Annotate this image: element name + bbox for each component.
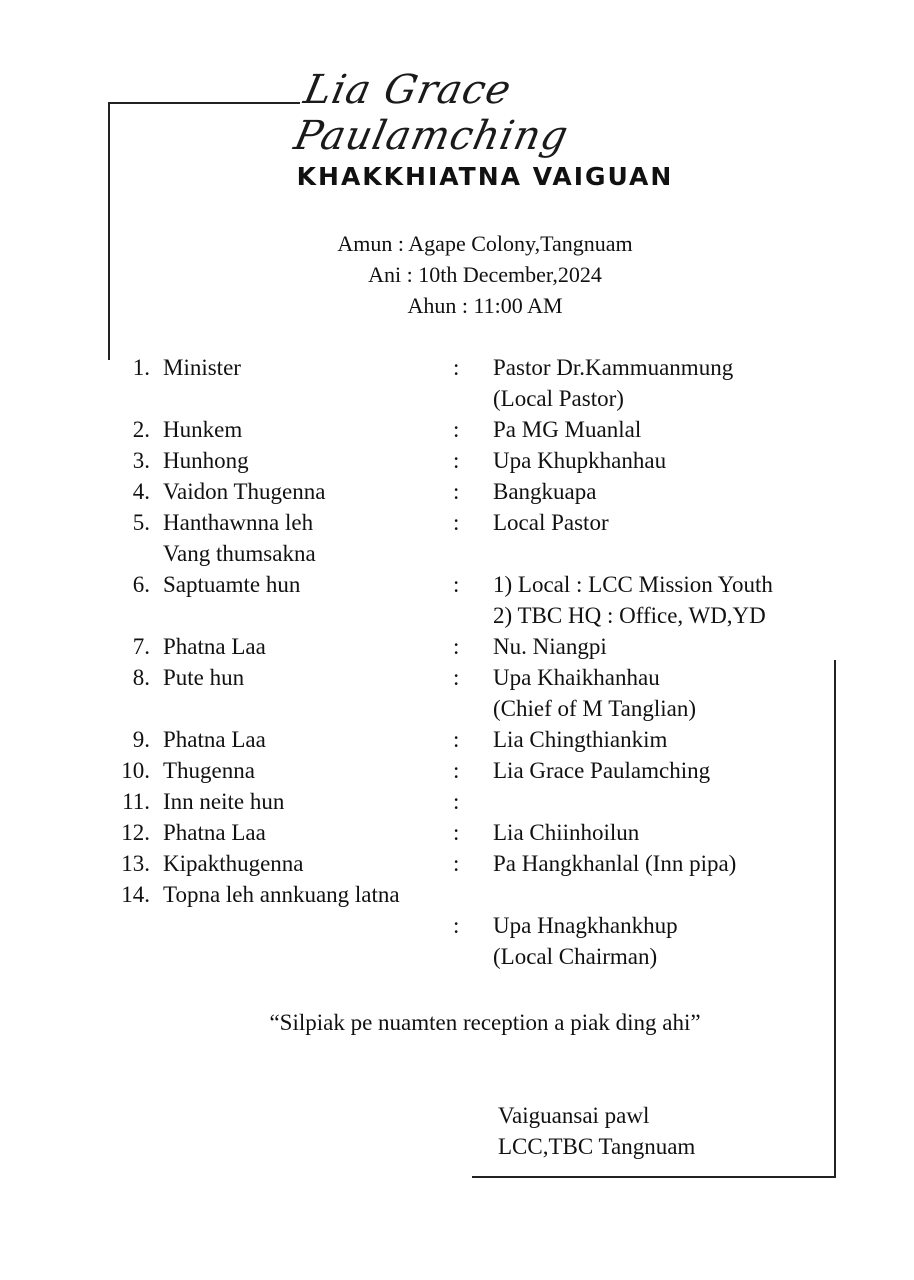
sign-line-2: LCC,TBC Tangnuam bbox=[498, 1134, 696, 1159]
item-label bbox=[163, 693, 453, 724]
item-number: 12. bbox=[121, 820, 150, 845]
colon-separator: : bbox=[453, 572, 460, 597]
program-row bbox=[100, 693, 880, 724]
sign-line-1: Vaiguansai pawl bbox=[498, 1103, 650, 1128]
program-row bbox=[100, 476, 880, 507]
item-value: (Local Chairman) bbox=[493, 944, 658, 969]
program-row bbox=[100, 600, 880, 631]
item-value: 2) TBC HQ : Office, WD,YD bbox=[493, 603, 766, 628]
item-number: 8. bbox=[132, 665, 150, 690]
item-value: Upa Hnagkhankhup bbox=[493, 913, 678, 938]
item-label: Vaidon Thugenna bbox=[163, 479, 326, 504]
colon-separator: : bbox=[453, 913, 460, 938]
venue: Amun : Agape Colony,Tangnuam bbox=[337, 231, 633, 256]
item-value: Bangkuapa bbox=[493, 479, 597, 504]
colon-separator: : bbox=[453, 355, 460, 380]
program-row bbox=[100, 569, 880, 600]
item-number bbox=[100, 910, 163, 941]
program-row bbox=[100, 755, 880, 786]
item-value bbox=[493, 538, 880, 569]
frame-line-top bbox=[108, 102, 300, 104]
item-value: Pastor Dr.Kammuanmung bbox=[493, 355, 734, 380]
colon-separator: : bbox=[453, 665, 460, 690]
program-row bbox=[100, 817, 880, 848]
item-number: 3. bbox=[132, 448, 150, 473]
colon-separator: : bbox=[453, 510, 460, 535]
colon-separator: : bbox=[453, 789, 460, 814]
program-row bbox=[100, 879, 880, 910]
program-row bbox=[100, 662, 880, 693]
item-number: 1. bbox=[132, 355, 150, 380]
colon-separator bbox=[453, 693, 493, 724]
item-number bbox=[100, 693, 163, 724]
item-value: Pa Hangkhanlal (Inn pipa) bbox=[493, 851, 737, 876]
colon-separator: : bbox=[453, 448, 460, 473]
item-value: 1) Local : LCC Mission Youth bbox=[493, 572, 773, 597]
item-value: Local Pastor bbox=[493, 510, 609, 535]
program-row bbox=[100, 724, 880, 755]
item-label: Minister bbox=[163, 355, 241, 380]
item-value: Lia Chingthiankim bbox=[493, 727, 668, 752]
item-label: Phatna Laa bbox=[163, 634, 266, 659]
item-number: 2. bbox=[132, 417, 150, 442]
program-row bbox=[100, 383, 880, 414]
event-details bbox=[0, 228, 914, 321]
item-number: 13. bbox=[121, 851, 150, 876]
item-label: Hunhong bbox=[163, 448, 249, 473]
program-row bbox=[100, 352, 880, 383]
item-number bbox=[100, 538, 163, 569]
sign-off bbox=[498, 1100, 695, 1162]
item-number: 11. bbox=[122, 789, 150, 814]
item-number: 5. bbox=[132, 510, 150, 535]
item-number bbox=[100, 600, 163, 631]
item-number: 6. bbox=[132, 572, 150, 597]
colon-separator bbox=[453, 383, 493, 414]
item-label bbox=[163, 910, 453, 941]
item-label: Topna leh annkuang latna bbox=[163, 882, 400, 907]
page-title: KHAKKHIATNA VAIGUAN bbox=[296, 162, 674, 191]
signature: Lia Grace Paulamching bbox=[290, 67, 573, 159]
item-label bbox=[163, 941, 453, 972]
item-value: Upa Khupkhanhau bbox=[493, 448, 667, 473]
program-list bbox=[100, 352, 880, 972]
colon-separator bbox=[453, 600, 493, 631]
program-row bbox=[100, 631, 880, 662]
item-number: 4. bbox=[132, 479, 150, 504]
item-label: Phatna Laa bbox=[163, 727, 266, 752]
item-label: Hanthawnna leh bbox=[163, 510, 314, 535]
item-value: Lia Grace Paulamching bbox=[493, 758, 711, 783]
colon-separator bbox=[453, 941, 493, 972]
item-value bbox=[493, 786, 880, 817]
item-label bbox=[163, 600, 453, 631]
colon-separator: : bbox=[453, 417, 460, 442]
program-row bbox=[100, 910, 880, 941]
program-row bbox=[100, 507, 880, 538]
item-number: 9. bbox=[132, 727, 150, 752]
item-label: Kipakthugenna bbox=[163, 851, 304, 876]
item-value: (Chief of M Tanglian) bbox=[493, 696, 697, 721]
date: Ani : 10th December,2024 bbox=[368, 262, 602, 287]
quote: “Silpiak pe nuamten reception a piak ding ahi” bbox=[269, 1010, 701, 1035]
program-row bbox=[100, 848, 880, 879]
colon-separator: : bbox=[453, 479, 460, 504]
item-label: Vang thumsakna bbox=[163, 541, 316, 566]
item-label: Saptuamte hun bbox=[163, 572, 301, 597]
colon-separator: : bbox=[453, 820, 460, 845]
colon-separator: : bbox=[453, 851, 460, 876]
program-row bbox=[100, 786, 880, 817]
item-number bbox=[100, 941, 163, 972]
item-label bbox=[163, 383, 453, 414]
item-value: (Local Pastor) bbox=[493, 386, 624, 411]
frame-line-bottom bbox=[472, 1176, 836, 1178]
item-value: Pa MG Muanlal bbox=[493, 417, 642, 442]
program-row bbox=[100, 538, 880, 569]
item-number: 7. bbox=[132, 634, 150, 659]
item-label: Hunkem bbox=[163, 417, 243, 442]
program-row bbox=[100, 445, 880, 476]
item-number: 10. bbox=[121, 758, 150, 783]
item-value: Upa Khaikhanhau bbox=[493, 665, 660, 690]
colon-separator bbox=[453, 538, 493, 569]
item-number bbox=[100, 383, 163, 414]
colon-separator: : bbox=[453, 727, 460, 752]
colon-separator: : bbox=[453, 758, 460, 783]
program-row bbox=[100, 414, 880, 445]
program-row bbox=[100, 941, 880, 972]
item-number: 14. bbox=[121, 882, 150, 907]
item-value: Lia Chiinhoilun bbox=[493, 820, 640, 845]
item-label: Thugenna bbox=[163, 758, 255, 783]
item-label: Inn neite hun bbox=[163, 789, 285, 814]
item-value: Nu. Niangpi bbox=[493, 634, 607, 659]
item-label: Pute hun bbox=[163, 665, 245, 690]
colon-separator: : bbox=[453, 634, 460, 659]
time: Ahun : 11:00 AM bbox=[407, 293, 563, 318]
item-label: Phatna Laa bbox=[163, 820, 266, 845]
